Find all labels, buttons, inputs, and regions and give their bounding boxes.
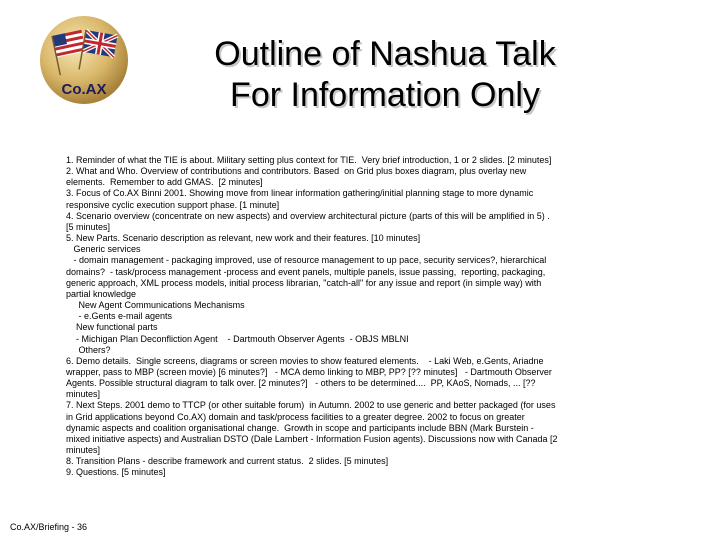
outline-line: [5 minutes]: [66, 221, 111, 232]
outline-line: 9. Questions. [5 minutes]: [66, 467, 166, 478]
outline-line: mixed initiative aspects) and Australian DSTO (Dale Lambert - Information Fusion agents). Discussions now with Canada [2: [66, 433, 558, 444]
outline-line: Others?: [66, 344, 111, 355]
outline-line: Agents. Possible structural diagram to talk over. [2 minutes?] - others to be determined.... PP, KAoS, Nomads, ... [??: [66, 378, 536, 389]
outline-line: 6. Demo details. Single screens, diagrams or screen movies to show featured elements. - Laki Web, e.Gents, Ariadne: [66, 355, 544, 366]
outline-line: 5. New Parts. Scenario description as relevant, new work and their features. [10 minutes]: [66, 233, 421, 244]
outline-line: - e.Gents e-mail agents: [66, 311, 173, 322]
page-title: [150, 34, 620, 116]
outline-line: wrapper, pass to MBP (screen movie) [6 minutes?] - MCA demo linking to MBP, PP? [?? minutes] - Dartmouth Observer: [66, 366, 552, 377]
outline-line: 1. Reminder of what the TIE is about. Military setting plus context for TIE. Very brief introduction, 1 or 2 slides. [2 minutes]: [66, 155, 552, 165]
globe-with-us-and-uk-flags-icon: [38, 14, 130, 106]
outline-line: - Michigan Plan Deconfliction Agent - Dartmouth Observer Agents - OBJS MBLNI: [66, 333, 409, 344]
logo-text: Co.AX: [61, 81, 107, 98]
outline-line: New functional parts: [66, 322, 158, 333]
outline-line: in Grid applications beyond Co.AX) domain and task/process facilities to a greater degree. 2002 to focus on greater: [66, 411, 525, 422]
outline-line: New Agent Communications Mechanisms: [66, 300, 245, 311]
outline-line: minutes]: [66, 389, 101, 400]
title-line-1: Outline of Nashua Talk: [214, 35, 556, 73]
coax-logo: [38, 14, 130, 106]
outline-line: responsive cyclic execution support phase. [1 minute]: [66, 199, 280, 210]
outline-line: minutes]: [66, 445, 101, 456]
outline-line: generic approach, XML process models, initial process librarian, "catch-all" for any issue and report (in simple way) with: [66, 277, 542, 288]
outline-line: 8. Transition Plans - describe framework and current status. 2 slides. [5 minutes]: [66, 456, 389, 467]
title-line-2: For Information Only: [230, 76, 540, 114]
outline-line: dynamic aspects and coalition organisational change. Growth in scope and participants include BBN (Mark Burstein -: [66, 422, 534, 433]
outline-line: partial knowledge: [66, 288, 137, 299]
outline-line: - domain management - packaging improved, use of resource management to up pace, security services?, hierarchical: [66, 255, 547, 266]
outline-line: elements. Remember to add GMAS. [2 minutes]: [66, 177, 263, 188]
outline-line: Generic services: [66, 244, 141, 255]
outline-body: [66, 155, 658, 479]
outline-line: 2. What and Who. Overview of contributions and contributors. Based on Grid plus boxes diagram, plus overlay new: [66, 166, 527, 177]
outline-line: 4. Scenario overview (concentrate on new aspects) and overview architectural picture (parts of this will be amplified in 5) .: [66, 210, 550, 221]
outline-line: domains? - task/process management -process and event panels, multiple panels, issue passing, reporting, packaging,: [66, 266, 546, 277]
outline-line: 7. Next Steps. 2001 demo to TTCP (or other suitable forum) in Autumn. 2002 to use generic and better packaged (for uses: [66, 400, 556, 411]
slide-footer: Co.AX/Briefing - 36: [10, 522, 88, 532]
outline-line: 3. Focus of Co.AX Binni 2001. Showing move from linear information gathering/initial planning stage to more dynamic: [66, 188, 534, 199]
